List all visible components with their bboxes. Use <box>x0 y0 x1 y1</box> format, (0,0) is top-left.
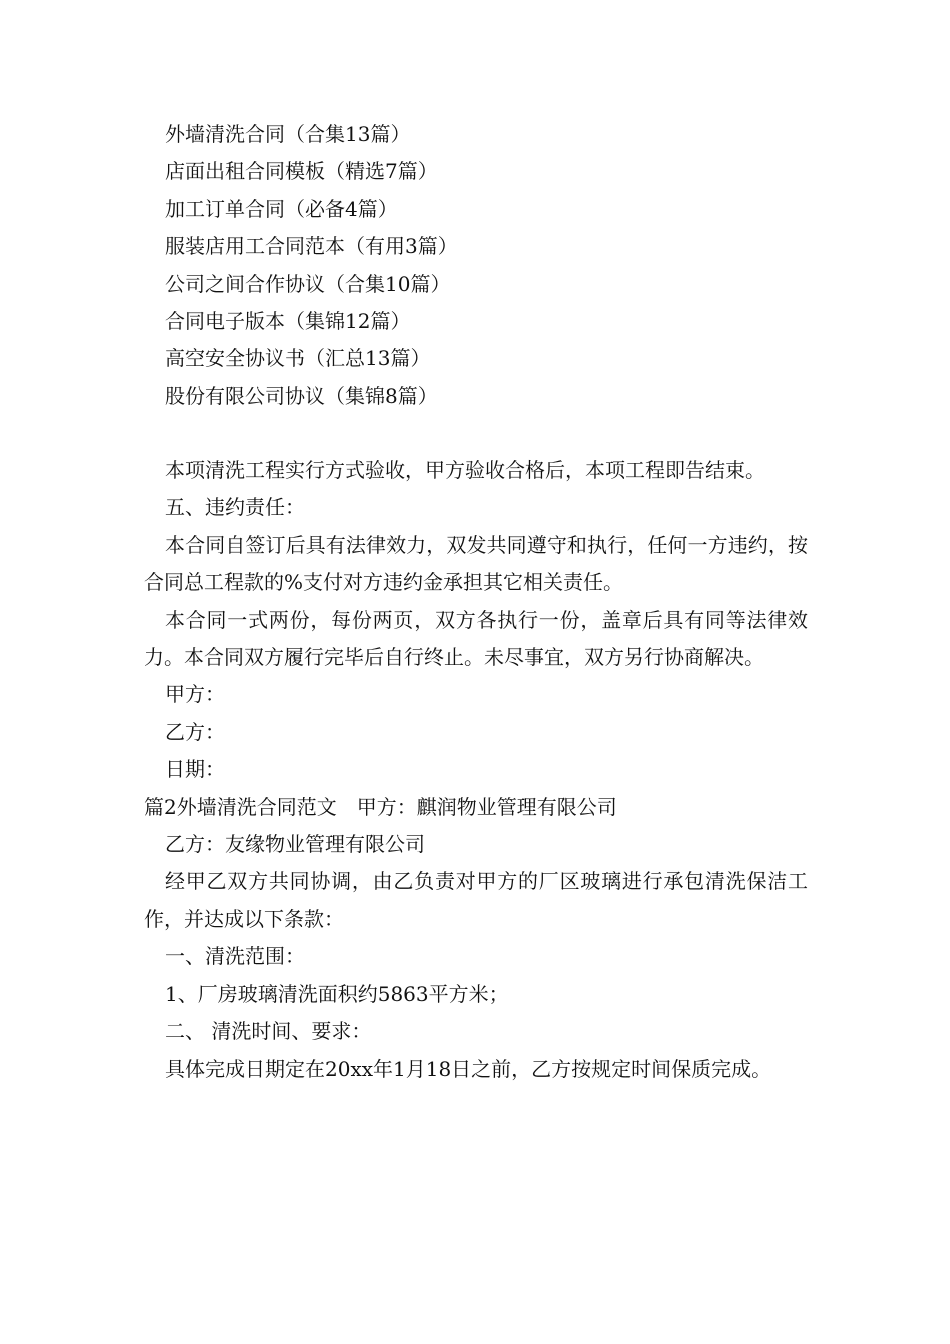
scope-item-1: 1、厂房玻璃清洗面积约5863平方米； <box>165 981 509 1006</box>
list-item[interactable]: 股份有限公司协议（集锦8篇） <box>165 383 438 408</box>
contract-body <box>144 452 808 1088</box>
list-item[interactable]: 高空安全协议书（汇总13篇） <box>165 346 431 371</box>
list-item[interactable]: 合同电子版本（集锦12篇） <box>165 308 411 333</box>
list-item[interactable]: 外墙清洗合同（合集13篇） <box>165 122 411 146</box>
completion-date-paragraph: 具体完成日期定在20xx年1月18日之前，乙方按规定时间保质完成。 <box>165 1056 772 1081</box>
section-heading-time: 二、 清洗时间、要求： <box>165 1019 372 1044</box>
liability-paragraph: 本合同自签订后具有法律效力，双发共同遵守和执行，任何一方违约，按合同总工程款的%支付对方违约金承担其它相关责任。 <box>144 532 808 595</box>
article-2-title: 篇2外墙清洗合同范文 甲方：麒润物业管理有限公司 <box>144 794 617 819</box>
related-documents-list <box>165 116 805 415</box>
party-b-line: 乙方：友缘物业管理有限公司 <box>165 832 425 857</box>
date-signature: 日期： <box>165 757 225 782</box>
list-item[interactable]: 店面出租合同模板（精选7篇） <box>165 159 438 184</box>
party-a-signature: 甲方： <box>165 682 225 707</box>
agreement-intro: 经甲乙双方共同协调，由乙负责对甲方的厂区玻璃进行承包清洗保洁工作，并达成以下条款： <box>144 869 808 931</box>
list-item[interactable]: 服装店用工合同范本（有用3篇） <box>165 234 458 259</box>
list-item[interactable]: 加工订单合同（必备4篇） <box>165 196 398 221</box>
section-heading-liability: 五、违约责任： <box>165 495 305 520</box>
section-heading-scope: 一、清洗范围： <box>165 944 305 969</box>
list-item[interactable]: 公司之间合作协议（合集10篇） <box>165 271 451 296</box>
party-b-signature: 乙方： <box>165 719 225 744</box>
acceptance-paragraph: 本项清洗工程实行方式验收，甲方验收合格后，本项工程即告结束。 <box>165 458 765 482</box>
copies-paragraph: 本合同一式两份，每份两页，双方各执行一份，盖章后具有同等法律效力。本合同双方履行完毕后自行终止。未尽事宜，双方另行协商解决。 <box>144 607 808 670</box>
